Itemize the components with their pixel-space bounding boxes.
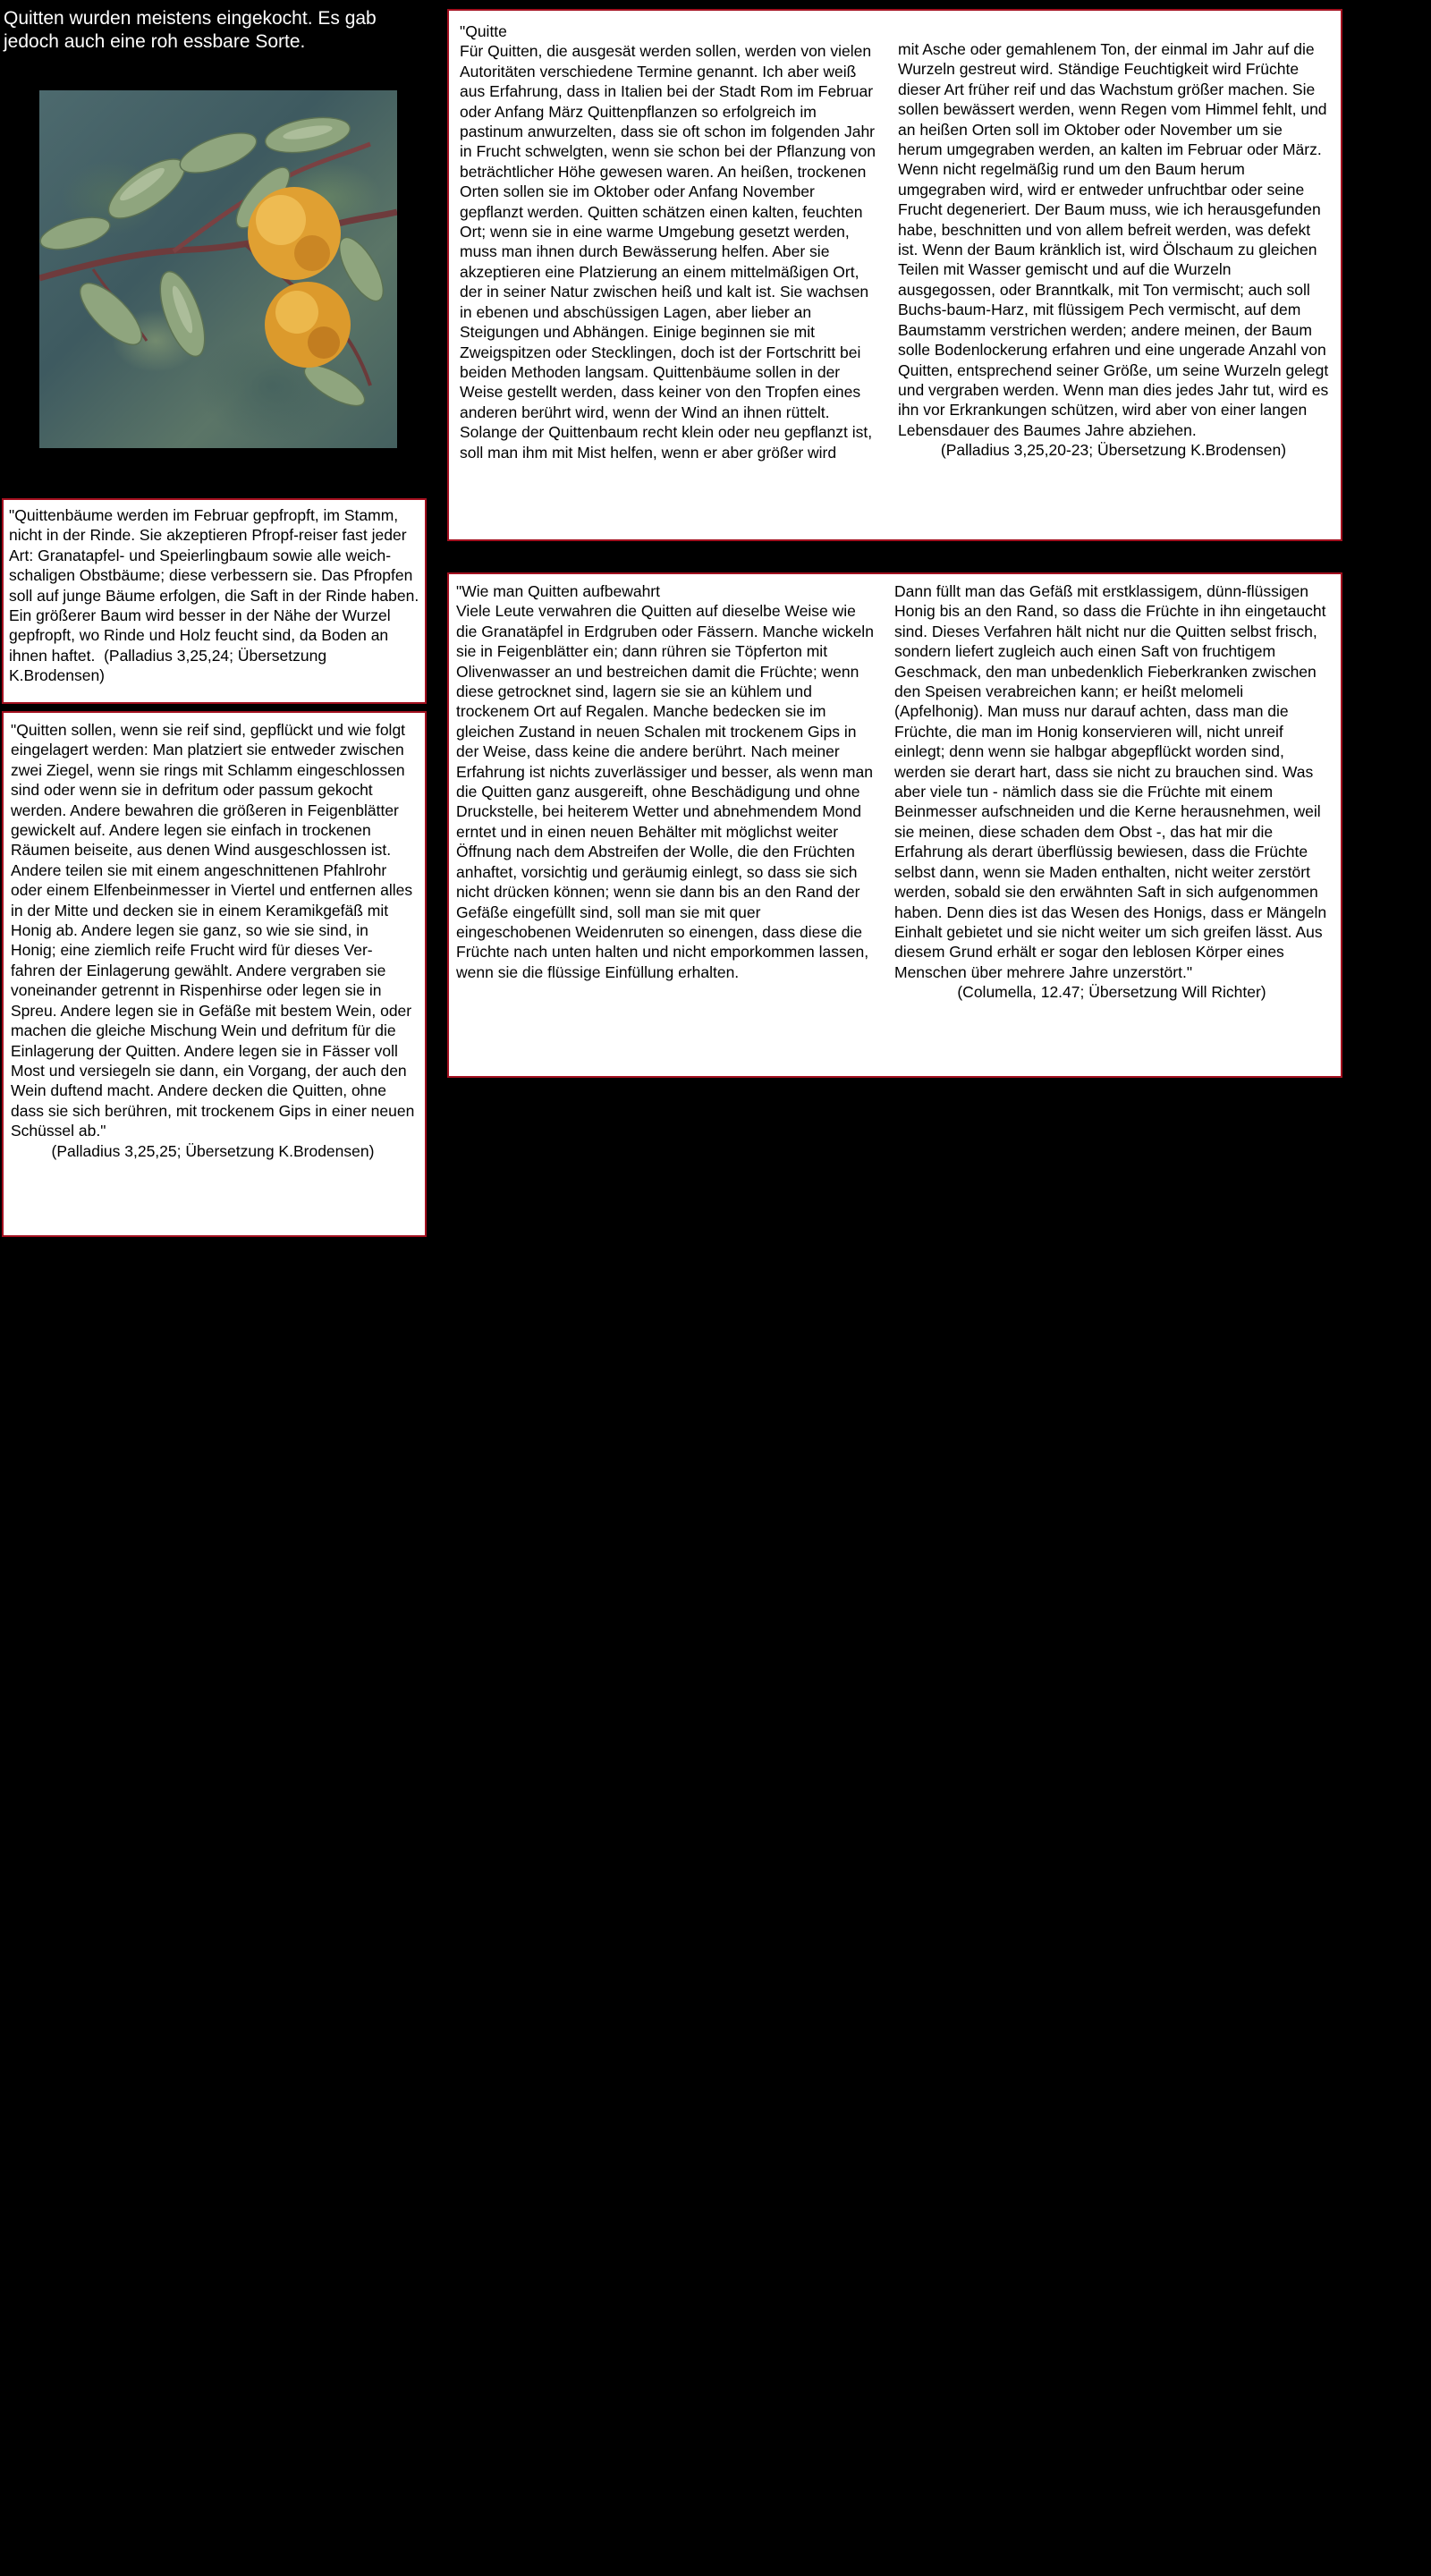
palladius-storage-text: "Quitten sollen, wenn sie reif sind, gepflückt und wie folgt eingelagert werden: Man platziert sie entweder zwischen zwei Ziegel, wenn sie rings mit Schlamm eingeschlossen sind oder wenn sie in defritum oder passum gekocht werden. Andere bewahren die größeren in Feigenblätter gewickelt auf. Andere legen sie einfach in trockenen Räumen beiseite, aus denen Wind ausgeschlossen ist. Andere teilen sie mit einem angeschnittenen Pfahlrohr oder einem Elfenbeinmesser in Viertel und entfernen alles in der Mitte und decken sie in einem Keramikgefäß mit Honig ab. Andere legen sie ganz, so wie sie sind, in Honig; eine ziemlich reife Frucht wird für dieses Ver-fahren der Einlagerung gewählt. Andere vergraben sie voneinander getrennt in Rispenhirse oder legen sie in Spreu. Andere legen sie in Gefäße mit bestem Wein, oder machen die gleiche Mischung Wein und defritum für die Einlagerung der Quitten. Andere legen sie in Fässer voll Most und versiegeln sie dann, ein Vorgang, der auch den Wein duftend macht. Andere decken die Quitten, ohne dass sie sich berühren, mit trockenem Gips in einer neuen Schüssel ab." — [11, 721, 415, 1140]
palladius-planting-citation: (Palladius 3,25,20-23; Übersetzung K.Brodensen) — [940, 441, 1287, 460]
palladius-storage-citation: (Palladius 3,25,25; Übersetzung K.Brodensen) — [51, 1141, 375, 1160]
columella-storage-column-2 — [894, 581, 1329, 1003]
palladius-planting-quote-box — [447, 9, 1342, 541]
palladius-grafting-text: "Quittenbäume werden im Februar gepfropft, im Stamm, nicht in der Rinde. Sie akzeptieren Pfropf-reiser fast jeder Art: Granatapfel- und Speierlingbaum sowie alle weich-schaligen Obstbäume; diese verbessern sie. Das Pfropfen soll auf junge Bäume erfolgen, die Saft in der Rinde haben. Ein größerer Baum wird besser in der Nähe der Wurzel gepfropft, wo Rinde und Holz feucht sind, da Boden an ihnen haftet. — [9, 506, 419, 665]
quince-branch-painting-icon — [39, 90, 397, 448]
quince-painting-image — [39, 90, 397, 448]
palladius-grafting-column — [9, 505, 422, 686]
columella-storage-text-1: "Wie man Quitten aufbewahrt Viele Leute verwahren die Quitten auf dieselbe Weise wie die Granatäpfel in Erdgruben oder Fässern. Manche wickeln sie in Feigenblätter ein; dann rühren sie Töpferton mit Olivenwasser an und bestreichen damit die Früchte; wenn diese getrocknet sind, lagern sie sie an kühlem und trockenem Ort auf Regalen. Manche bedecken sie im gleichen Zustand in neuen Schalen mit trockenem Gips in der Weise, dass keine die andere berührt. Nach meiner Erfahrung ist nichts zuverlässiger und besser, als wenn man die Quitten ganz ausgereift, ohne Beschädigung und ohne Druckstelle, bei heiterem Wetter und abnehmendem Mond erntet und in einen neuen Behälter mit möglichst weiter Öffnung nach dem Abstreifen der Wolle, die den Früchten anhaftet, vorsichtig und geräumig einlegt, so dass sie sich nicht drücken können; wenn sie dann bis an den Rand der Gefäße eingefüllt sind, soll man sie mit quer eingeschobenen Weidenruten so einengen, dass diese die Früchte nach unten halten und nicht emporkommen lassen, wenn sie die flüssige Einfüllung erhalten. — [456, 582, 874, 981]
intro-text: Quitten wurden meistens eingekocht. Es gab jedoch auch eine roh essbare Sorte. — [4, 8, 377, 52]
palladius-grafting-citation: (Palladius 3,25,24; Übersetzung K.Brodensen) — [9, 646, 327, 685]
palladius-grafting-quote-box — [2, 498, 427, 704]
palladius-storage-quote-box — [2, 711, 427, 1237]
columella-storage-quote-box — [447, 572, 1342, 1078]
palladius-planting-text-2: mit Asche oder gemahlenem Ton, der einmal im Jahr auf die Wurzeln gestreut wird. Ständige Feuchtigkeit wird Früchte dieser Art früher reif und das Wachstum größer machen. Sie sollen bewässert werden, wenn Regen vom Himmel fehlt, und an heißen Orten soll im Oktober oder November um sie herum umgegraben werden, an kalten im Februar oder März. Wenn nicht regelmäßig rund um den Baum herum umgegraben wird, wird er entweder unfruchtbar oder seine Frucht degeneriert. Der Baum muss, wie ich herausgefunden habe, beschnitten und von allem befreit werden, was defekt ist. Wenn der Baum kränklich ist, wird Ölschaum zu gleichen Teilen mit Wasser gemischt und auf die Wurzeln ausgegossen, oder Branntkalk, mit Ton vermischt; auch soll Buchs-baum-Harz, mit flüssigem Pech vermischt, auf dem Baumstamm verstrichen werden; andere meinen, der Baum solle Bodenlockerung erfahren und eine ungerade Anzahl von Quitten, entsprechend seiner Größe, um seine Wurzeln gelegt und vergraben werden. Wenn man dies jedes Jahr tut, wird es ihn vor Erkrankungen schützen, wird aber von einer langen Lebensdauer des Baumes Jahre abziehen. — [898, 40, 1329, 439]
intro-caption — [4, 7, 397, 54]
columella-storage-text-2: Dann füllt man das Gefäß mit erstklassigem, dünn-flüssigen Honig bis an den Rand, so dass die Früchte in ihn eingetaucht sind. Dieses Verfahren hält nicht nur die Quitten selbst frisch, sondern liefert zugleich auch einen Saft von fruchtigem Geschmack, den man unbedenklich Fieberkranken zwischen den Speisen verabreichen kann; er heißt melomeli (Apfelhonig). Man muss nur darauf achten, dass man die Früchte, die man im Honig konservieren will, nicht unreif einlegt; denn wenn sie halbgar abgepflückt worden sind, werden sie derart hart, dass sie nicht zu brauchen sind. Was aber viele tun - nämlich dass sie die Früchte mit einem Beinmesser aufschneiden und die Kerne herausnehmen, weil sie meinen, diese schaden dem Obst -, das hat mir die Erfahrung als derart überflüssig bewiesen, dass die Früchte selbst dann, wenn sie Maden enthalten, nicht weiter zerstört werden, sobald sie den erwähnten Saft in sich aufgenommen haben. Denn dies ist das Wesen des Honigs, dass er Mängeln Einhalt gebietet und sie nicht weiter um sich greifen lässt. Aus diesem Grund erhält er sogar den leblosen Körper eines Menschen über mehrere Jahre unzerstört." — [894, 582, 1327, 981]
palladius-planting-text-1: "Quitte Für Quitten, die ausgesät werden sollen, werden von vielen Autoritäten verschiedene Termine genannt. Ich aber weiß aus Erfahrung, dass in Italien bei der Stadt Rom im Februar oder Anfang März Quittenpflanzen so erfolgreich im pastinum anwurzelten, dass sie oft schon im folgenden Jahr in Frucht schwelgten, wenn sie schon bei der Pflanzung von beträchtlicher Höhe gewesen waren. An heißen, trockenen Orten sollen sie im Oktober oder Anfang November gepflanzt werden. Quitten schätzen einen kalten, feuchten Ort; wenn sie in eine warme Umgebung gesetzt werden, muss man ihnen durch Bewässerung helfen. Aber sie akzeptieren eine Platzierung an einem mittelmäßigen Ort, der in seiner Natur zwischen heiß und kalt ist. Sie wachsen in ebenen und abschüssigen Lagen, aber lieber an Steigungen und Abhängen. Einige beginnen sie mit Zweigspitzen oder Stecklingen, doch ist der Fortschritt bei beiden Methoden langsam. Quittenbäume sollen in der Weise gestellt werden, dass keiner von den Tropfen eines anderen berührt wird, wenn der Wind an ihnen rüttelt. Solange der Quittenbaum recht klein oder neu gepflanzt ist, soll man ihm mit Mist helfen, wenn er aber größer wird — [460, 22, 876, 462]
palladius-planting-column-2 — [898, 39, 1329, 461]
columella-storage-column-1 — [456, 581, 875, 982]
palladius-grafting-paragraph — [9, 505, 422, 686]
palladius-storage-column — [11, 720, 415, 1161]
columella-storage-citation: (Columella, 12.47; Übersetzung Will Richter) — [957, 983, 1266, 1002]
palladius-planting-column-1 — [460, 21, 880, 462]
